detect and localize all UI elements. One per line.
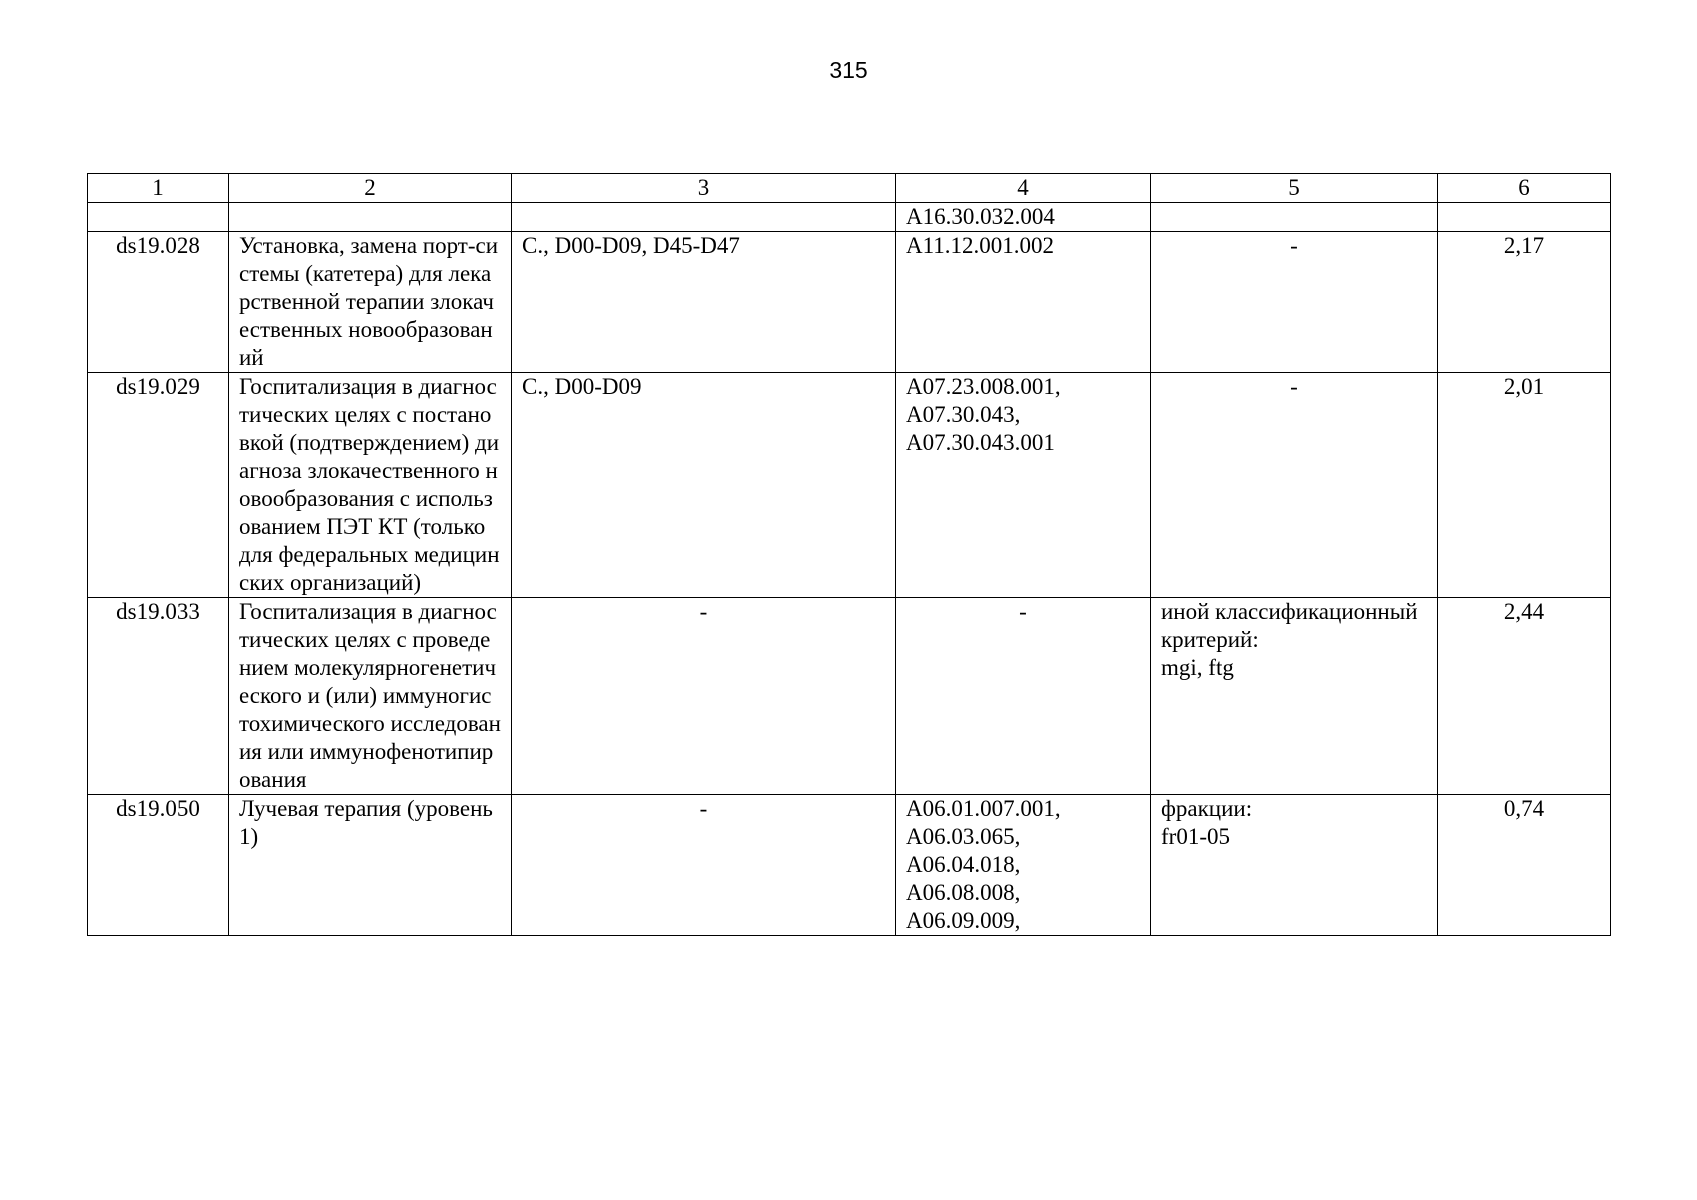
- coefficient-cell: 2,01: [1438, 373, 1611, 598]
- criteria-line: иной классификационный критерий:: [1161, 599, 1418, 652]
- page-number: 315: [829, 57, 868, 83]
- services-cell: [896, 203, 1151, 232]
- diagnoses-cell: C., D00-D09: [512, 373, 896, 598]
- name-cell: Госпитализация в диагностических целях с проведением молекулярногенетического и (или) иммуногистохимического исследования или иммунофенотипирования: [229, 598, 512, 795]
- table-header-row: [88, 174, 1611, 203]
- tariff-table: [87, 173, 1611, 936]
- code-cell: [88, 203, 229, 232]
- criteria-line: mgi, ftg: [1161, 655, 1234, 680]
- service-code: A06.04.018,: [906, 852, 1021, 877]
- diagnoses-cell: -: [512, 598, 896, 795]
- criteria-line: -: [1290, 233, 1298, 258]
- criteria-cell: [1151, 373, 1438, 598]
- service-code: A07.23.008.001,: [906, 374, 1061, 399]
- criteria-cell: [1151, 598, 1438, 795]
- table-row: [88, 373, 1611, 598]
- criteria-cell: [1151, 795, 1438, 936]
- code-cell: ds19.028: [88, 232, 229, 373]
- services-cell: [896, 795, 1151, 936]
- service-code: A06.09.009,: [906, 908, 1021, 933]
- name-cell: [229, 203, 512, 232]
- code-cell: ds19.050: [88, 795, 229, 936]
- criteria-line: -: [1290, 374, 1298, 399]
- criteria-line: фракции:: [1161, 796, 1253, 821]
- service-code: A06.01.007.001,: [906, 796, 1061, 821]
- diagnoses-cell: C., D00-D09, D45-D47: [512, 232, 896, 373]
- name-cell: Лучевая терапия (уровень 1): [229, 795, 512, 936]
- name-cell: Установка, замена порт-системы (катетера) для лекарственной терапии злокачественных новообразований: [229, 232, 512, 373]
- table-row: [88, 232, 1611, 373]
- coefficient-cell: 0,74: [1438, 795, 1611, 936]
- services-cell: [896, 373, 1151, 598]
- service-code: A16.30.032.004: [906, 204, 1055, 229]
- table-row: [88, 598, 1611, 795]
- column-header-3: 3: [512, 174, 896, 203]
- column-header-1: 1: [88, 174, 229, 203]
- diagnoses-cell: [512, 203, 896, 232]
- service-code: A11.12.001.002: [906, 233, 1055, 258]
- name-cell: Госпитализация в диагностических целях с постановкой (подтверждением) диагноза злокачественного новообразования с использованием ПЭТ КТ (только для федеральных медицинских организаций): [229, 373, 512, 598]
- diagnoses-cell: -: [512, 795, 896, 936]
- code-cell: ds19.033: [88, 598, 229, 795]
- column-header-2: 2: [229, 174, 512, 203]
- column-header-5: 5: [1151, 174, 1438, 203]
- services-cell: [896, 598, 1151, 795]
- service-code: A06.08.008,: [906, 880, 1021, 905]
- code-cell: ds19.029: [88, 373, 229, 598]
- coefficient-cell: 2,44: [1438, 598, 1611, 795]
- criteria-cell: [1151, 232, 1438, 373]
- coefficient-cell: [1438, 203, 1611, 232]
- service-code: A07.30.043,: [906, 402, 1021, 427]
- criteria-line: fr01-05: [1161, 824, 1230, 849]
- service-code: A06.03.065,: [906, 824, 1021, 849]
- column-header-6: 6: [1438, 174, 1611, 203]
- table-row: [88, 795, 1611, 936]
- service-code: -: [1019, 599, 1027, 624]
- criteria-cell: [1151, 203, 1438, 232]
- coefficient-cell: 2,17: [1438, 232, 1611, 373]
- table-row: [88, 203, 1611, 232]
- service-code: A07.30.043.001: [906, 430, 1055, 455]
- services-cell: [896, 232, 1151, 373]
- column-header-4: 4: [896, 174, 1151, 203]
